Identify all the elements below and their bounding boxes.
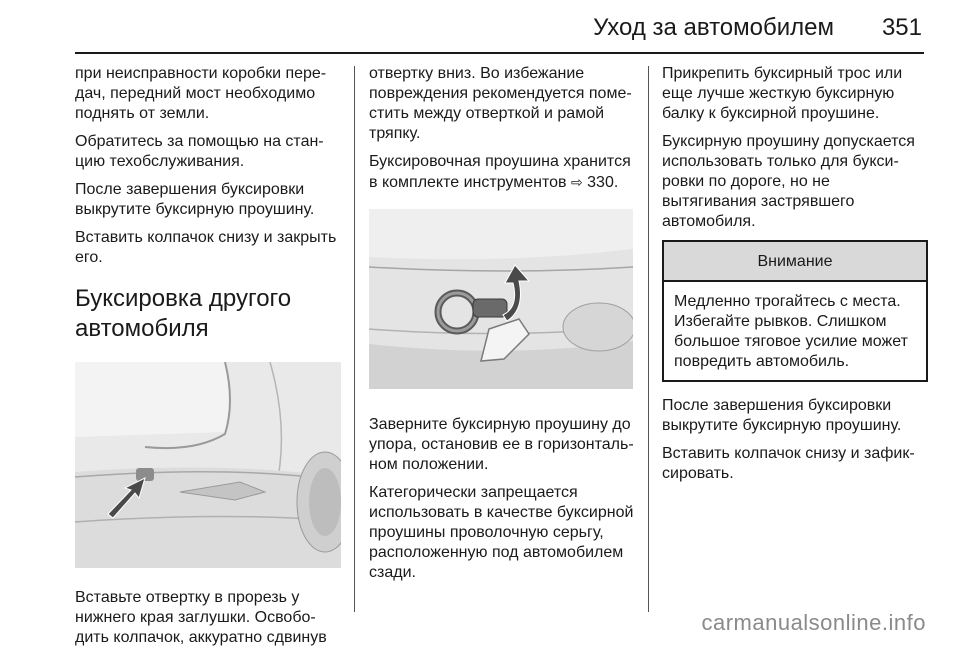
reference-arrow-icon: ⇨ [570,174,583,190]
warning-note-title: Внимание [664,242,926,282]
header-rule [75,52,924,54]
paragraph: Заверните буксирную проушину до упора, остановив ее в горизонталь- ном положении. [369,416,634,473]
page-header-title: Уход за автомобилем [593,14,834,41]
column-3 [662,64,928,492]
paragraph: Вставить колпачок снизу и зафик- сировать. [662,445,915,482]
watermark: carmanualsonline.info [701,610,926,635]
paragraph: Вставить колпачок снизу и закрыть его. [75,229,337,266]
column-divider-1 [354,66,355,612]
paragraph: Буксирную проушину допускается использовать только для букси- ровки по дороге, но не вытягивания застрявшего автомобиля. [662,133,915,230]
rear-bumper-cap-illustration [75,362,341,568]
paragraph: После завершения буксировки выкрутите буксирную проушину. [662,397,902,434]
towing-eye-installation-illustration [369,209,633,389]
page-reference-link[interactable]: 330. [587,174,619,191]
paragraph: Обратитесь за помощью на стан- цию техобслуживания. [75,133,324,170]
warning-note-box [662,240,928,382]
paragraph: После завершения буксировки выкрутите буксирную проушину. [75,181,315,218]
paragraph: Категорически запрещается использовать в качестве буксирной проушины проволочную серьгу, расположенную под автомобилем сзади. [369,484,634,581]
section-heading: Буксировка другого автомобиля [75,285,292,342]
paragraph [369,152,635,193]
warning-note-body: Медленно трогайтесь с места. Избегайте рывков. Слишком большое тяговое усилие может повредить автомобиль. [674,293,908,370]
paragraph: отвертку вниз. Во избежание повреждения рекомендуется поме- стить между отверткой и рамой тряпку. [369,65,632,142]
paragraph-text: Буксировочная проушина хранится в комплекте инструментов [369,153,631,191]
paragraph: Вставьте отвертку в прорезь у нижнего края заглушки. Освобо- дить колпачок, аккуратно сдвинув [75,589,327,646]
column-1 [75,64,343,656]
page-number: 351 [881,14,922,41]
column-2 [369,64,635,591]
paragraph: при неисправности коробки пере- дач, передний мост необходимо поднять от земли. [75,65,327,122]
column-divider-2 [648,66,649,612]
paragraph: Прикрепить буксирный трос или еще лучше жесткую буксирную балку к буксирной проушине. [662,65,903,122]
